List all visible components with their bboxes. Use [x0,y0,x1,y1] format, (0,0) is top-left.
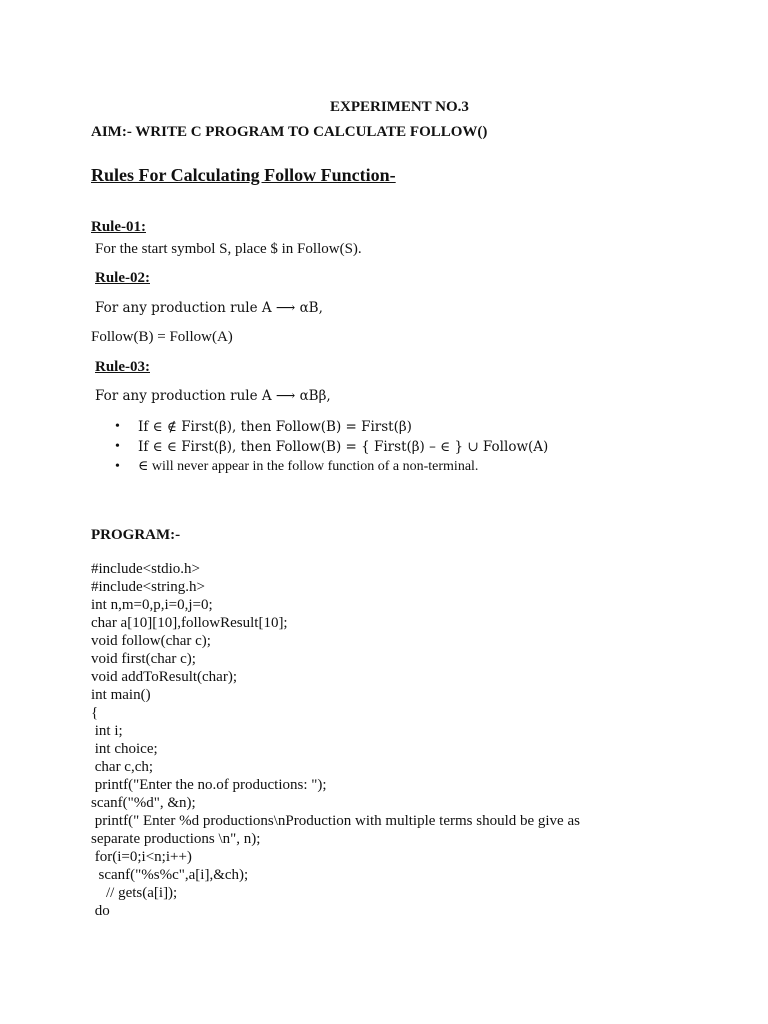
bullet-text: If ∈ ∈ First(β), then Follow(B) = { First(β) – ∈ } ∪ Follow(A) [138,439,549,455]
rule-02-text: For any production rule A ⟶ αB, [95,300,323,316]
experiment-title: EXPERIMENT NO.3 [330,99,469,115]
program-heading: PROGRAM:- [91,527,181,543]
code-line: #include<string.h> [91,579,205,595]
code-line: for(i=0;i<n;i++) [91,849,192,865]
code-line: char c,ch; [91,759,154,775]
code-line: scanf("%d", &n); [91,795,196,811]
bullet-icon: • [115,419,120,434]
code-line: separate productions \n", n); [91,831,261,847]
rule-02-result: Follow(B) = Follow(A) [91,329,233,345]
code-line: int choice; [91,741,158,757]
aim-heading: AIM:- WRITE C PROGRAM TO CALCULATE FOLLOW() [91,124,488,140]
code-line: scanf("%s%c",a[i],&ch); [91,867,249,883]
list-item [115,437,548,457]
code-line: void addToResult(char); [91,669,237,685]
code-line: #include<stdio.h> [91,561,200,577]
code-block [91,560,580,920]
code-line: void first(char c); [91,651,196,667]
code-line: int n,m=0,p,i=0,j=0; [91,597,213,613]
rule-02-heading: Rule-02: [95,270,150,286]
bullet-text: ∈ will never appear in the follow function of a non-terminal. [138,459,479,474]
code-line: int i; [91,723,123,739]
bullet-icon: • [115,439,120,454]
code-line: { [91,705,99,721]
rule-03-heading: Rule-03: [95,359,150,375]
code-line: printf("Enter the no.of productions: "); [91,777,327,793]
code-line: do [91,903,110,919]
rule-01-text: For the start symbol S, place $ in Follow(S). [95,241,362,257]
code-line: int main() [91,687,151,703]
code-line: char a[10][10],followResult[10]; [91,615,288,631]
code-line: printf(" Enter %d productions\nProduction with multiple terms should be give as [91,813,580,829]
bullet-icon: • [115,459,120,474]
bullet-text: If ∈ ∉ First(β), then Follow(B) = First(β) [138,419,412,435]
list-item [115,457,548,477]
code-line: // gets(a[i]); [91,885,178,901]
rule-03-text: For any production rule A ⟶ αBβ, [95,388,331,404]
rule-01-heading: Rule-01: [91,219,146,235]
code-line: void follow(char c); [91,633,211,649]
rule-03-bullet-list [115,417,548,477]
list-item [115,417,548,437]
section-title: Rules For Calculating Follow Function- [91,165,396,185]
